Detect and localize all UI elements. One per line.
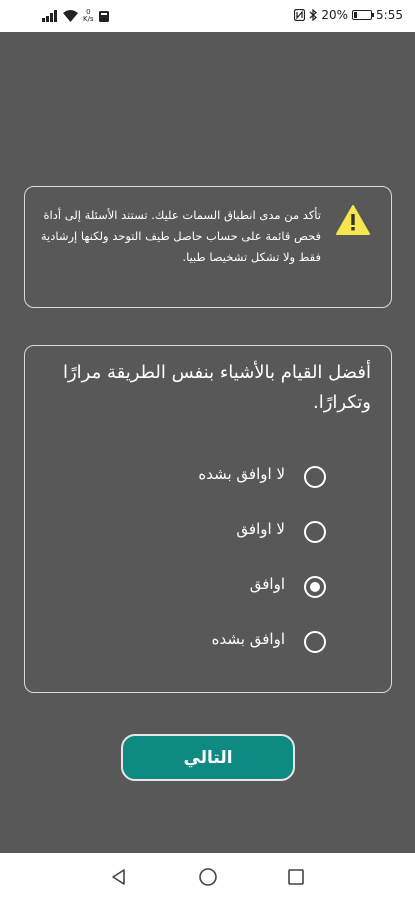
clock: 5:55 [376, 8, 403, 22]
wifi-icon [63, 10, 78, 22]
question-text: أفضل القيام بالأشياء بنفس الطريقة مرارًا وتكرارًا. [62, 362, 371, 413]
option-strongly-disagree[interactable] [25, 456, 391, 511]
option-label: اوافق بشده [211, 630, 285, 648]
option-agree[interactable] [25, 566, 391, 621]
option-label: اوافق [249, 575, 285, 593]
question-box [24, 345, 392, 693]
status-bar [0, 0, 415, 32]
home-icon[interactable] [198, 867, 218, 887]
bluetooth-icon [309, 9, 317, 21]
warning-triangle-icon [335, 204, 371, 236]
warning-text: تأكد من مدى انطباق السمات عليك. تستند الأسئلة إلى أداة فحص قائمة على حساب حاصل طيف التوحد ولكنها إرشادية فقط ولا تشكل تشخيصا طبيا. [40, 208, 321, 264]
navigation-bar [0, 853, 415, 900]
answer-options [25, 456, 391, 676]
option-strongly-agree[interactable] [25, 621, 391, 676]
next-button[interactable]: التالي [121, 734, 295, 781]
status-left [42, 9, 109, 23]
notification-icon [99, 11, 109, 22]
option-label: لا اوافق [236, 520, 285, 538]
signal-icon [42, 10, 58, 22]
radio-button[interactable] [304, 466, 326, 488]
status-right [294, 8, 403, 22]
radio-button[interactable] [304, 521, 326, 543]
back-icon[interactable] [109, 867, 129, 887]
radio-button[interactable] [304, 576, 326, 598]
battery-percent: 20% [321, 8, 349, 22]
recent-apps-icon[interactable] [286, 867, 306, 887]
option-disagree[interactable] [25, 511, 391, 566]
warning-box [24, 186, 392, 308]
network-speed: 0 K/s [83, 8, 94, 23]
battery-icon [352, 10, 372, 20]
radio-button[interactable] [304, 631, 326, 653]
nfc-icon [294, 9, 305, 21]
option-label: لا اوافق بشده [198, 465, 285, 483]
